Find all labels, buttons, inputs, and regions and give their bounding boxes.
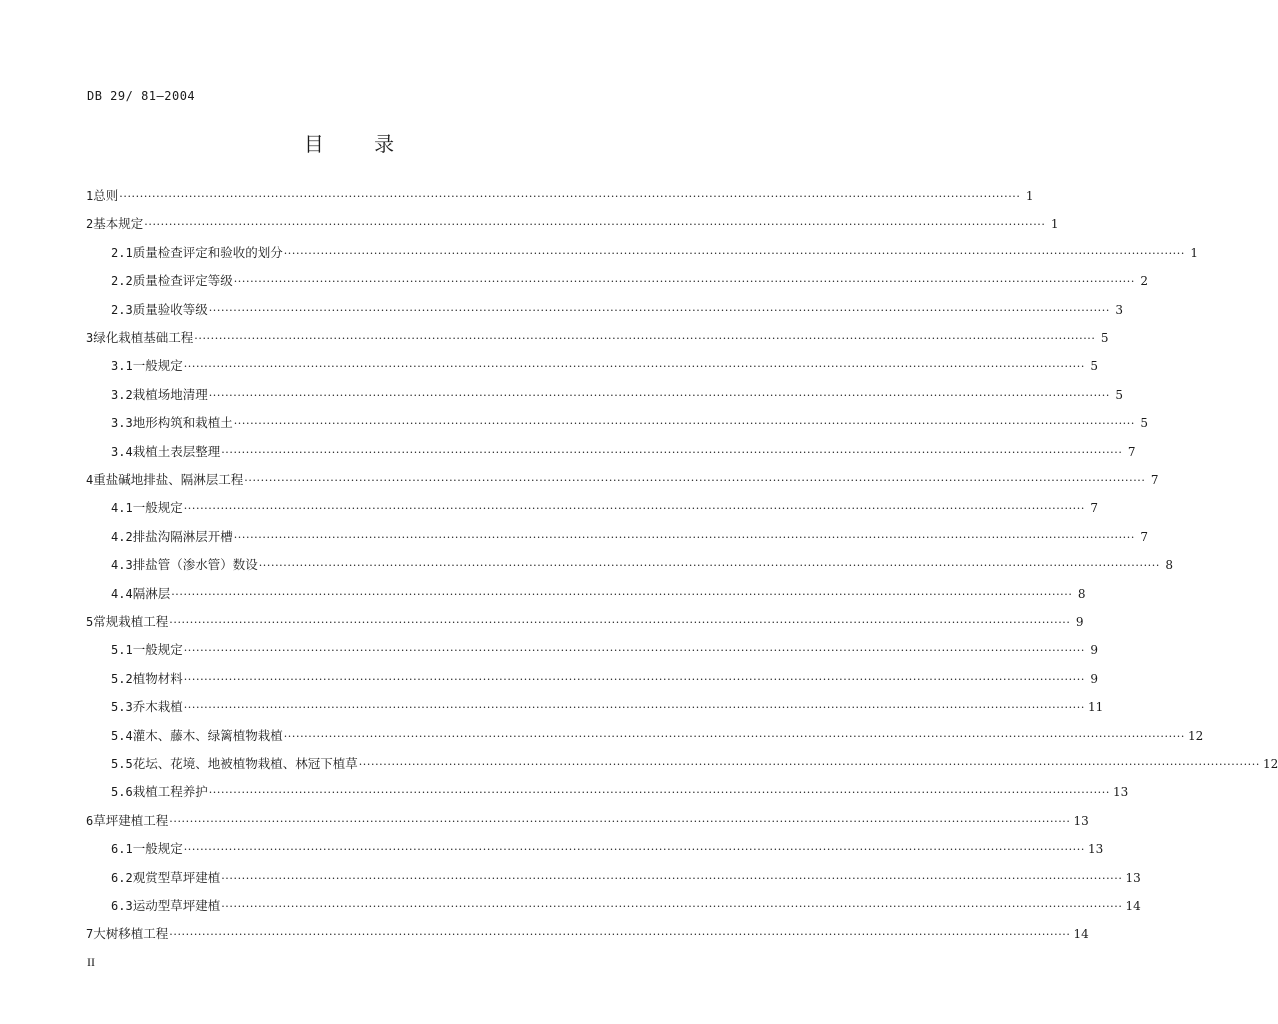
dot-leader: ···························································································································································································································· — [233, 417, 1135, 431]
toc-entry — [111, 244, 1198, 261]
toc-entry-page: 13 — [1125, 870, 1141, 885]
toc-entry — [86, 188, 1034, 204]
toc-entry-title: 运动型草坪建植 — [132, 898, 221, 913]
toc-entry — [86, 216, 1059, 232]
toc-entry — [111, 841, 1104, 857]
toc-entry-title: 一般规定 — [132, 358, 183, 374]
dot-leader: ···························································································································································································································· — [283, 729, 1185, 743]
toc-entry — [111, 869, 1141, 886]
toc-entry-title: 植物材料 — [132, 670, 183, 686]
toc-entry-number: 6.3 — [111, 899, 133, 913]
toc-entry-title: 大树移植工程 — [93, 926, 169, 942]
dot-leader: ···························································································································································································································· — [169, 616, 1071, 629]
toc-entry-page: 13 — [1087, 842, 1104, 857]
toc-entry-number: 5.4 — [111, 728, 133, 743]
dot-leader: ···························································································································································································································· — [208, 786, 1110, 800]
toc-entry — [111, 642, 1098, 658]
dot-leader: ···························································································································································································································· — [119, 190, 1021, 203]
toc-entry-number: 2 — [86, 217, 94, 232]
toc-entry-title: 排盐管（渗水管）数设 — [132, 557, 258, 573]
toc-entry-title: 质量验收等级 — [132, 301, 208, 317]
toc-entry-title: 灌木、藤木、绿篱植物栽植 — [132, 727, 283, 743]
toc-entry-page: 9 — [1090, 643, 1098, 658]
toc-entry-page: 14 — [1125, 899, 1141, 913]
toc-entry-number: 5.2 — [111, 671, 133, 686]
toc-entry-page: 5 — [1140, 416, 1148, 431]
toc-entry-number: 3.1 — [111, 359, 133, 374]
toc-entry — [86, 926, 1089, 942]
toc-entry-page: 7 — [1127, 444, 1136, 459]
page-number: II — [87, 955, 95, 969]
toc-entry-number: 5.6 — [111, 785, 133, 800]
toc-entry — [111, 528, 1148, 545]
toc-entry-page: 5 — [1090, 359, 1098, 374]
dot-leader: ···························································································································································································································· — [183, 701, 1085, 715]
toc-entry-page: 9 — [1075, 615, 1084, 629]
toc-entry-page: 5 — [1115, 387, 1123, 402]
toc-entry-number: 5.5 — [111, 757, 133, 771]
toc-entry-title: 草坪建植工程 — [93, 812, 169, 828]
toc-entry-number: 6 — [86, 813, 94, 828]
toc-entry — [111, 756, 1278, 772]
toc-entry-number: 7 — [86, 927, 94, 942]
toc-entry — [86, 330, 1109, 346]
toc-entry-title: 总则 — [93, 188, 119, 203]
dot-leader: ···························································································································································································································· — [169, 814, 1071, 828]
dot-leader: ···························································································································································································································· — [221, 445, 1123, 459]
toc-entry — [111, 415, 1148, 431]
toc-entry-page: 9 — [1090, 671, 1098, 686]
toc-entry-page: 7 — [1140, 529, 1148, 544]
toc-entry-number: 1 — [86, 189, 94, 203]
toc-entry-page: 13 — [1112, 785, 1129, 800]
toc-entry — [111, 898, 1141, 914]
toc-entry-title: 重盐碱地排盐、隔淋层工程 — [93, 472, 244, 487]
dot-leader: ···························································································································································································································· — [183, 843, 1085, 857]
toc-entry — [111, 727, 1204, 744]
toc-entry — [111, 273, 1148, 289]
toc-entry-page: 11 — [1087, 700, 1104, 715]
toc-entry-page: 1 — [1190, 245, 1198, 260]
toc-entry-title: 排盐沟隔淋层开槽 — [132, 528, 233, 544]
toc-entry-page: 13 — [1073, 813, 1089, 828]
toc-entry-title: 栽植土表层整理 — [132, 443, 221, 459]
toc-entry — [86, 472, 1159, 488]
toc-entry — [111, 301, 1123, 318]
toc-entry — [111, 557, 1173, 573]
dot-leader: ···························································································································································································································· — [208, 303, 1110, 317]
dot-leader: ···························································································································································································································· — [283, 246, 1185, 260]
toc-entry-number: 3.3 — [111, 416, 133, 431]
toc-entry — [86, 812, 1089, 829]
dot-leader: ···························································································································································································································· — [183, 644, 1085, 658]
dot-leader: ···························································································································································································································· — [169, 928, 1071, 942]
toc-entry — [111, 443, 1136, 460]
toc-entry — [111, 670, 1098, 687]
dot-leader: ···························································································································································································································· — [183, 502, 1085, 516]
toc-entry-number: 5.3 — [111, 700, 133, 715]
dot-leader: ···························································································································································································································· — [144, 218, 1046, 232]
dot-leader: ···························································································································································································································· — [358, 758, 1260, 771]
toc-entry-number: 6.1 — [111, 842, 133, 857]
dot-leader: ···························································································································································································································· — [208, 388, 1110, 402]
dot-leader: ···························································································································································································································· — [258, 559, 1160, 573]
toc-entry-page: 7 — [1090, 501, 1098, 516]
dot-leader: ···························································································································································································································· — [233, 530, 1135, 544]
toc-entry-number: 4.3 — [111, 558, 133, 573]
toc-entry-page: 1 — [1025, 189, 1034, 203]
toc-entry-number: 3 — [86, 331, 94, 345]
toc-entry-title: 基本规定 — [93, 216, 144, 232]
toc-entry-number: 2.1 — [111, 245, 133, 260]
toc-entry-page: 12 — [1187, 728, 1204, 743]
toc-entry-number: 3.4 — [111, 444, 133, 459]
toc-entry-title: 地形构筑和栽植土 — [132, 415, 233, 431]
toc-entry-title: 一般规定 — [132, 841, 183, 857]
toc-entry-page: 8 — [1165, 558, 1173, 573]
toc-entry — [111, 784, 1129, 800]
toc-entry-number: 4.2 — [111, 529, 133, 544]
dot-leader: ···························································································································································································································· — [171, 587, 1073, 601]
dot-leader: ···························································································································································································································· — [183, 360, 1085, 374]
toc-entry-title: 栽植工程养护 — [132, 784, 208, 800]
toc-entry-title: 观赏型草坪建植 — [132, 869, 221, 885]
toc-entry — [111, 585, 1086, 602]
document-code: DB 29/ 81—2004 — [87, 89, 196, 103]
dot-leader: ···························································································································································································································· — [183, 672, 1085, 686]
toc-entry-number: 5 — [86, 615, 94, 629]
dot-leader: ···························································································································································································································· — [233, 275, 1135, 289]
toc-entry-title: 栽植场地清理 — [132, 386, 208, 402]
toc-entry — [111, 386, 1123, 403]
toc-entry-page: 14 — [1073, 927, 1089, 942]
toc-entry-number: 5.1 — [111, 643, 133, 658]
dot-leader: ···························································································································································································································· — [194, 332, 1096, 345]
toc-entry-number: 2.3 — [111, 302, 133, 317]
toc-entry-title: 质量检查评定等级 — [132, 273, 233, 289]
toc-entry-number: 4.4 — [111, 586, 133, 601]
dot-leader: ···························································································································································································································· — [244, 474, 1146, 487]
toc-entry-title: 质量检查评定和验收的划分 — [132, 244, 283, 260]
toc-entry-title: 一般规定 — [132, 642, 183, 658]
page-title: 目 录 — [303, 132, 417, 156]
toc-entry — [111, 699, 1104, 715]
toc-entry-title: 隔淋层 — [132, 585, 171, 601]
toc-entry-title: 乔木栽植 — [132, 699, 183, 715]
toc-entry-number: 4 — [86, 473, 94, 487]
dot-leader: ···························································································································································································································· — [221, 900, 1123, 913]
toc-entry-page: 3 — [1115, 302, 1123, 317]
toc-entry-number: 3.2 — [111, 387, 133, 402]
toc-entry-number: 2.2 — [111, 274, 133, 289]
toc-entry-page: 7 — [1150, 473, 1159, 487]
toc-entry-number: 6.2 — [111, 870, 133, 885]
toc-entry — [111, 500, 1098, 516]
toc-entry-title: 绿化栽植基础工程 — [93, 330, 194, 345]
toc-entry-title: 一般规定 — [132, 500, 183, 516]
toc-entry-number: 4.1 — [111, 501, 133, 516]
toc-entry-title: 常规栽植工程 — [93, 614, 169, 629]
toc-entry — [86, 614, 1084, 630]
toc-entry — [111, 358, 1098, 374]
toc-entry-page: 8 — [1077, 586, 1086, 601]
dot-leader: ···························································································································································································································· — [221, 871, 1123, 885]
toc-entry-page: 12 — [1262, 757, 1278, 771]
toc-entry-title: 花坛、花境、地被植物栽植、林冠下植草 — [132, 756, 358, 771]
toc-entry-page: 5 — [1100, 331, 1109, 345]
toc-entry-page: 2 — [1140, 274, 1148, 289]
toc-entry-page: 1 — [1050, 217, 1059, 232]
